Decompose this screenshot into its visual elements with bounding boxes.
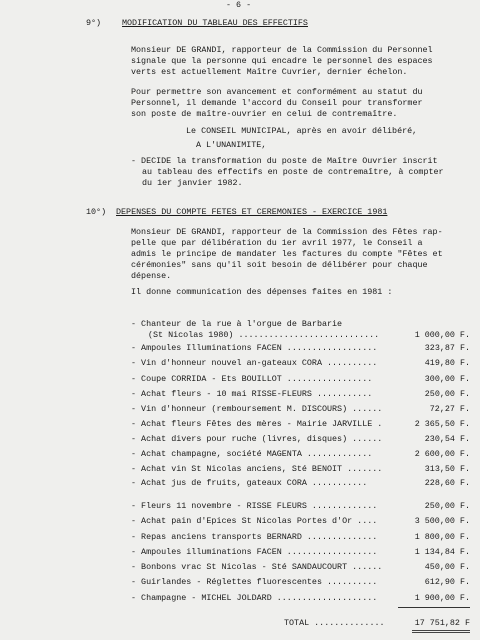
expense-label-cont: (St Nicolas 1980) ............................ [148,330,380,340]
expense-amount: 250,00 F. [424,389,470,399]
s10-p1-line2: pelle que par délibération du 1er avril 1977, le Conseil a [131,238,423,248]
s9-p2-line1: Pour permettre son avancement et conformément au statut du [131,87,423,97]
s10-p1-line4: cérémonies" sans qu'il soit besoin de délibérer pour chaque [131,260,428,270]
expense-amount: 1 900,00 F. [414,593,470,603]
expense-label: - Vin d'honneur nouvel an-gateaux CORA .......... [131,358,378,368]
expense-amount: 228,60 F. [424,478,470,488]
expense-label: - Bonbons vrac St Nicolas - Sté SANDAUCOURT ...... [131,562,383,572]
expense-amount: 72,27 F. [429,404,470,414]
expense-label: - Achat champagne, société MAGENTA ............. [131,449,373,459]
s10-p1-line5: dépense. [131,271,172,281]
expense-amount: 2 600,00 F. [414,449,470,459]
expense-label: - Achat divers pour ruche (livres, disques) ...... [131,434,383,444]
s9-p2-line3: son poste de maître-ouvrier en celui de contremaître. [131,109,398,119]
expense-amount: 419,80 F. [424,358,470,368]
expense-label: - Chanteur de la rue à l'orgue de Barbarie [131,319,343,329]
expense-label: - Achat fleurs - 10 mai RISSE-FLEURS ........... [131,389,373,399]
s10-p1-line1: Monsieur DE GRANDI, rapporteur de la Commission des Fêtes rap- [131,227,443,237]
s9-decide-line3: du 1er janvier 1982. [142,178,243,188]
s9-p1-line3: verts est actuellement Maître Cuvrier, dernier échelon. [131,67,408,77]
expense-label: - Achat vin St Nicolas anciens, Sté BENOIT ....... [131,464,383,474]
page-number: - 6 - [226,0,252,10]
expense-amount: 323,87 F. [424,343,470,353]
section-9-title: MODIFICATION DU TABLEAU DES EFFECTIFS [122,18,308,28]
expense-amount: 2 365,50 F. [414,419,470,429]
total-rule [398,607,470,608]
section-10-title: DEPENSES DU COMPTE FETES ET CEREMONIES - EXERCICE 1981 [116,207,388,217]
expense-amount: 250,00 F. [424,501,470,511]
expense-label: - Vin d'honneur (remboursement M. DISCOURS) ...... [131,404,383,414]
expense-amount: 1 134,84 F. [414,547,470,557]
s9-p1-line1: Monsieur DE GRANDI, rapporteur de la Commission du Personnel [131,45,433,55]
s9-decide-line1: - DECIDE la transformation du poste de Maître Ouvrier inscrit [131,156,438,166]
expense-amount: 300,00 F. [424,374,470,384]
total-label: TOTAL .............. [284,618,385,628]
expense-label: - Ampoules illuminations FACEN .................. [131,547,378,557]
expense-label: - Coupe CORRIDA - Ets BOUILLOT ................. [131,374,373,384]
expense-amount: 230,54 F. [424,434,470,444]
expense-label: - Repas anciens transports BERNARD .............. [131,532,378,542]
s9-p1-line2: signale que la personne qui encadre le personnel des espaces [131,56,433,66]
total-amount: 17 751,82 F [414,618,470,628]
expense-label: - Achat fleurs Fêtes des mères - Mairie JARVILLE . [131,419,383,429]
s9-decide-line2: au tableau des effectifs en poste de contremaître, à compter [142,167,444,177]
expense-amount: 313,50 F. [424,464,470,474]
expense-amount: 1 000,00 F. [414,330,470,340]
expense-amount: 612,90 F. [424,577,470,587]
s9-p2-line2: Personnel, il demande l'accord du Conseil pour transformer [131,98,423,108]
expense-label: - Guirlandes - Réglettes fluorescentes .......... [131,577,378,587]
s9-unanimity: A L'UNANIMITE, [196,140,267,150]
section-10-number: 10°) [86,207,107,217]
expense-amount: 450,00 F. [424,562,470,572]
expense-amount: 1 800,00 F. [414,532,470,542]
total-double-underline [412,630,470,633]
s10-p1-line3: admis le principe de mandater les factures du compte "Fêtes et [131,249,443,259]
s9-council: Le CONSEIL MUNICIPAL, après en avoir délibéré, [186,126,418,136]
expense-amount: 3 500,00 F. [414,516,470,526]
expense-label: - Achat pain d'Epices St Nicolas Portes d'Or .... [131,516,378,526]
expense-label: - Fleurs 11 novembre - RISSE FLEURS ............. [131,501,378,511]
expense-label: - Champagne - MICHEL JOLDARD .................... [131,593,378,603]
expense-label: - Achat jus de fruits, gateaux CORA ........... [131,478,368,488]
section-9-number: 9°) [86,18,102,28]
s10-p2: Il donne communication des dépenses faites en 1981 : [131,287,393,297]
expense-label: - Ampoules Illuminations FACEN .................. [131,343,378,353]
